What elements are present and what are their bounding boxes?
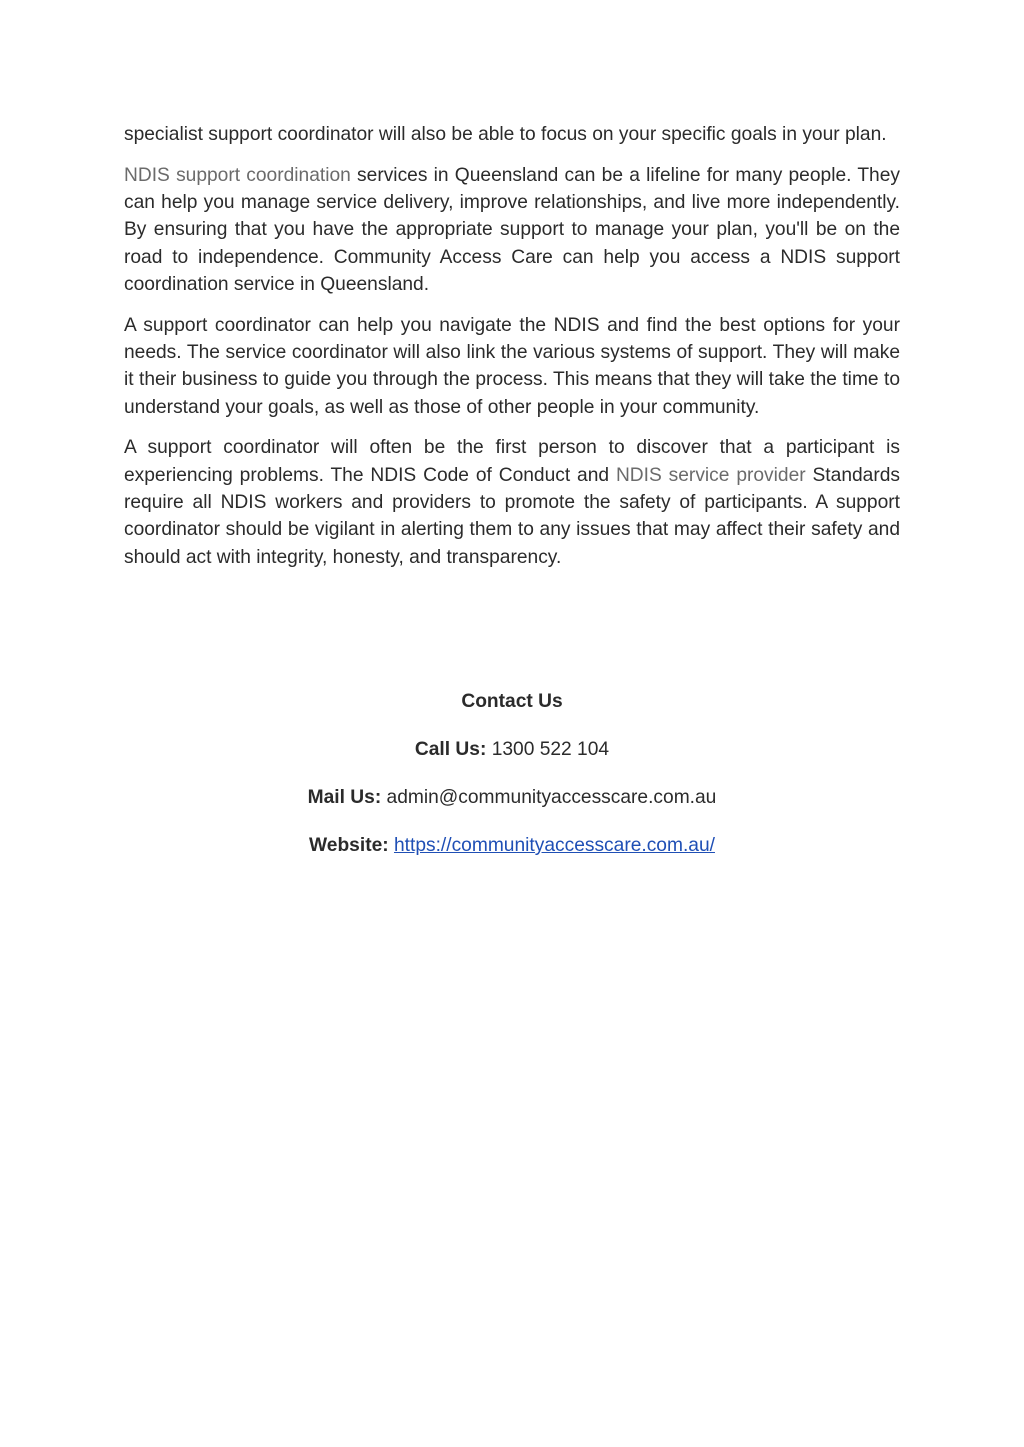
- document-body: [124, 121, 900, 584]
- mail-line: [0, 784, 1024, 832]
- contact-heading: Contact Us: [461, 691, 563, 712]
- mail-label: Mail Us:: [307, 787, 382, 808]
- paragraph-3-text: A support coordinator can help you navigate the NDIS and find the best options for your needs. The service coordinator will also link the various systems of support. They will make it their business to guide you through the process. This means that they will take the time to understand your goals, as well as those of other people in your community.: [124, 314, 900, 418]
- paragraph-4-text-after: Standards require all NDIS workers and providers to promote the safety of participants. A support coordinator should be vigilant in alerting them to any issues that may affect their safety and should act with integrity, honesty, and transparency.: [124, 464, 900, 568]
- paragraph-1-text: specialist support coordinator will also be able to focus on your specific goals in your plan.: [124, 124, 887, 145]
- paragraph-3: [124, 312, 900, 421]
- paragraph-1: [124, 121, 900, 148]
- paragraph-2-text: services in Queensland can be a lifeline for many people. They can help you manage service delivery, improve relationships, and live more independently. By ensuring that you have the appropriate support to manage your plan, you'll be on the road to independence. Community Access Care can help you access a NDIS support coordination service in Queensland.: [124, 164, 900, 295]
- website-line: [0, 832, 1024, 880]
- ndis-service-provider-link[interactable]: NDIS service provider: [615, 464, 806, 486]
- call-value: 1300 522 104: [486, 739, 610, 760]
- contact-section: [0, 688, 1024, 880]
- website-link[interactable]: https://communityaccesscare.com.au/: [393, 835, 715, 856]
- paragraph-4: [124, 434, 900, 570]
- website-label: Website:: [309, 835, 389, 856]
- call-label: Call Us:: [414, 739, 487, 760]
- ndis-support-coordination-link[interactable]: NDIS support coordination: [124, 164, 351, 186]
- paragraph-2: [124, 162, 900, 298]
- call-line: [0, 736, 1024, 784]
- mail-value: admin@communityaccesscare.com.au: [381, 787, 717, 808]
- paragraph-4-text-before: A support coordinator will often be the first person to discover that a participant is experiencing problems. The NDIS Code of Conduct and: [124, 437, 900, 486]
